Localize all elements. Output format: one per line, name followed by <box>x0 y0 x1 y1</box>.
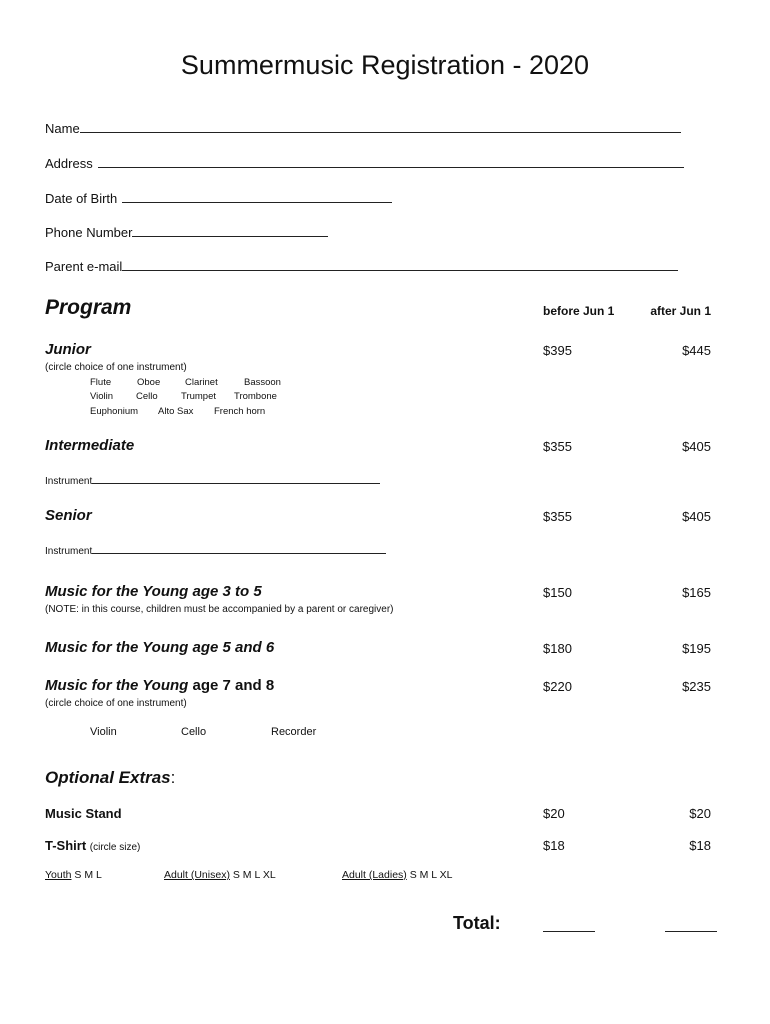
phone-field[interactable] <box>45 224 328 240</box>
young-5-6-price-after: $195 <box>682 641 711 656</box>
music-stand-price-before: $20 <box>543 806 565 821</box>
senior-title: Senior <box>45 507 92 524</box>
phone-line[interactable] <box>132 224 328 237</box>
young-7-8-title-italic: Music for the Young <box>45 677 189 694</box>
parent-email-label: Parent e-mail <box>45 259 123 274</box>
name-line[interactable] <box>80 120 681 133</box>
music-stand-label: Music Stand <box>45 806 122 821</box>
column-after-jun1: after Jun 1 <box>650 304 711 318</box>
address-label: Address <box>45 156 93 171</box>
tshirt-price-before: $18 <box>543 838 565 853</box>
optional-extras-colon: : <box>170 768 176 787</box>
optional-extras-title: Optional Extras <box>45 768 171 787</box>
young-3-5-price-after: $165 <box>682 585 711 600</box>
dob-line[interactable] <box>122 190 392 203</box>
young-7-8-note: (circle choice of one instrument) <box>45 698 187 709</box>
adult-ladies-size-label: Adult (Ladies) <box>342 869 407 881</box>
junior-price-after: $445 <box>682 343 711 358</box>
dob-label: Date of Birth <box>45 191 118 206</box>
junior-price-before: $395 <box>543 343 572 358</box>
instrument-option[interactable]: Recorder <box>271 726 317 738</box>
parent-email-field[interactable] <box>45 258 678 274</box>
instrument-option[interactable]: Cello <box>136 391 158 402</box>
optional-extras-heading <box>45 768 175 788</box>
column-before-jun1: before Jun 1 <box>543 304 615 318</box>
young-3-5-note: (NOTE: in this course, children must be accompanied by a parent or caregiver) <box>45 604 394 615</box>
address-field[interactable] <box>45 155 684 171</box>
young-3-5-title: Music for the Young age 3 to 5 <box>45 583 262 600</box>
senior-instrument-line[interactable] <box>92 544 386 554</box>
instrument-option[interactable]: Euphonium <box>90 406 139 417</box>
total-before-blank[interactable] <box>543 930 595 932</box>
intermediate-instrument-label: Instrument <box>45 476 93 487</box>
instrument-option[interactable]: Oboe <box>137 377 161 388</box>
youth-size-label: Youth <box>45 869 72 881</box>
intermediate-instrument-line[interactable] <box>92 474 380 484</box>
young-5-6-title: Music for the Young age 5 and 6 <box>45 639 275 656</box>
instrument-option[interactable]: French horn <box>214 406 266 417</box>
page-title: Summermusic Registration - 2020 <box>180 50 590 80</box>
instrument-option[interactable]: Violin <box>90 726 117 738</box>
senior-price-before: $355 <box>543 509 572 524</box>
address-line[interactable] <box>98 155 684 168</box>
parent-email-line[interactable] <box>122 258 678 271</box>
adult-ladies-size-option[interactable] <box>342 869 453 881</box>
junior-note: (circle choice of one instrument) <box>45 362 187 373</box>
tshirt-note: (circle size) <box>89 842 141 853</box>
senior-instrument-label: Instrument <box>45 546 93 557</box>
name-field[interactable] <box>45 120 681 136</box>
young-3-5-price-before: $150 <box>543 585 572 600</box>
youth-size-values[interactable]: S M L <box>74 869 102 881</box>
young-7-8-title-plain: age 7 and 8 <box>188 677 275 694</box>
total-after-blank[interactable] <box>665 930 717 932</box>
phone-label: Phone Number <box>45 225 133 240</box>
adult-unisex-size-label: Adult (Unisex) <box>164 869 230 881</box>
total-label: Total: <box>453 913 501 933</box>
tshirt-label: T-Shirt <box>45 838 87 853</box>
young-5-6-price-before: $180 <box>543 641 572 656</box>
tshirt-price-after: $18 <box>689 838 711 853</box>
intermediate-price-before: $355 <box>543 439 572 454</box>
young-7-8-title <box>45 677 274 694</box>
young-7-8-price-before: $220 <box>543 679 572 694</box>
music-stand-price-after: $20 <box>689 806 711 821</box>
young-7-8-price-after: $235 <box>682 679 711 694</box>
tshirt-row <box>45 838 140 853</box>
adult-unisex-size-option[interactable] <box>164 869 276 881</box>
adult-ladies-size-values[interactable]: S M L XL <box>409 869 453 881</box>
youth-size-option[interactable] <box>45 869 102 881</box>
instrument-option[interactable]: Flute <box>90 377 112 388</box>
instrument-option[interactable]: Cello <box>181 726 207 738</box>
intermediate-instrument-field[interactable] <box>45 474 380 487</box>
intermediate-title: Intermediate <box>45 437 135 454</box>
instrument-option[interactable]: Alto Sax <box>158 406 194 417</box>
junior-title: Junior <box>45 341 91 358</box>
program-heading: Program <box>45 296 132 319</box>
instrument-option[interactable]: Bassoon <box>244 377 281 388</box>
name-label: Name <box>45 121 80 136</box>
intermediate-price-after: $405 <box>682 439 711 454</box>
instrument-option[interactable]: Trombone <box>234 391 277 402</box>
senior-instrument-field[interactable] <box>45 544 386 557</box>
instrument-option[interactable]: Trumpet <box>181 391 217 402</box>
senior-price-after: $405 <box>682 509 711 524</box>
adult-unisex-size-values[interactable]: S M L XL <box>232 869 276 881</box>
dob-field[interactable] <box>45 190 392 206</box>
instrument-option[interactable]: Clarinet <box>185 377 218 388</box>
instrument-option[interactable]: Violin <box>90 391 114 402</box>
